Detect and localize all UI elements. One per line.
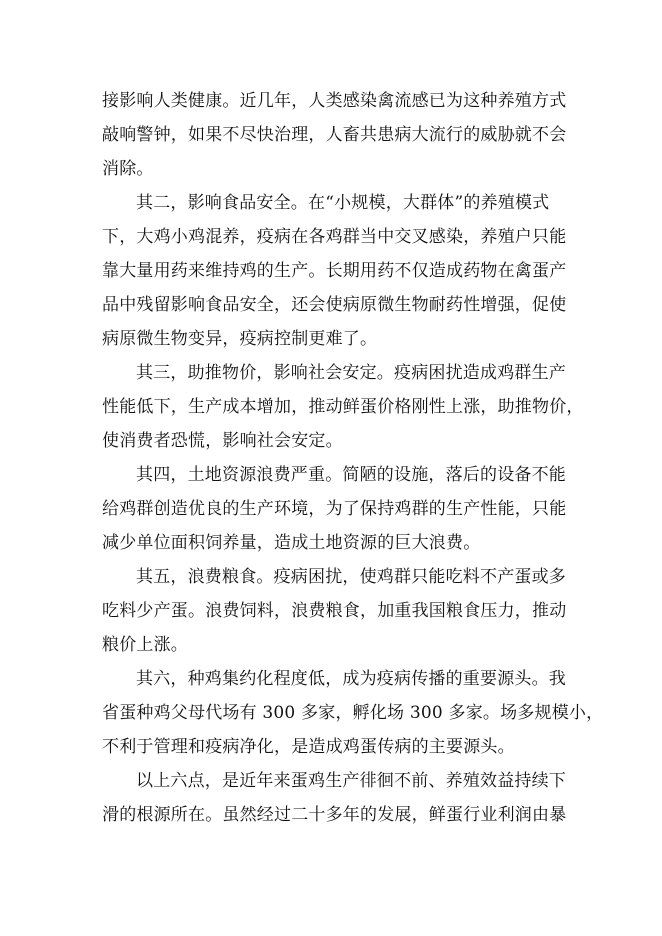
- text-line: 病原微生物变异，疫病控制更难了。: [102, 329, 378, 349]
- text-line: 靠大量用药来维持鸡的生产。长期用药不仅造成药物在禽蛋产: [102, 261, 567, 281]
- text-line: 接影响人类健康。近几年，人类感染禽流感已为这种养殖方式: [102, 91, 567, 111]
- text-line: 下，大鸡小鸡混养，疫病在各鸡群当中交叉感染，养殖户只能: [102, 227, 567, 247]
- text-line: 减少单位面积饲养量，造成土地资源的巨大浪费。: [102, 533, 481, 553]
- paragraph-first-line: 其二，影响食品安全。在“小规模，大群体”的养殖模式: [136, 193, 550, 213]
- text-line: 品中残留影响食品安全，还会使病原微生物耐药性增强，促使: [102, 295, 567, 315]
- paragraph-first-line: 其三，助推物价，影响社会安定。疫病困扰造成鸡群生产: [136, 363, 566, 383]
- text-line: 性能低下，生产成本增加，推动鲜蛋价格刚性上涨，助推物价，: [102, 397, 584, 417]
- text-line: 不利于管理和疫病净化，是造成鸡蛋传病的主要源头。: [102, 737, 515, 757]
- text-line: 粮价上涨。: [102, 635, 188, 655]
- paragraph-first-line: 其六，种鸡集约化程度低，成为疫病传播的重要源头。我: [136, 669, 566, 689]
- paragraph-first-line: 以上六点，是近年来蛋鸡生产徘徊不前、养殖效益持续下: [136, 771, 566, 791]
- text-line: 使消费者恐慌，影响社会安定。: [102, 431, 343, 451]
- text-line: 敲响警钟，如果不尽快治理，人畜共患病大流行的威胁就不会: [102, 125, 567, 145]
- text-line: 给鸡群创造优良的生产环境，为了保持鸡群的生产性能，只能: [102, 499, 567, 519]
- text-line: 消除。: [102, 159, 154, 179]
- text-line: 省蛋种鸡父母代场有 300 多家，孵化场 300 多家。场多规模小，: [102, 703, 604, 723]
- paragraph-first-line: 其四，土地资源浪费严重。简陋的设施，落后的设备不能: [136, 465, 566, 485]
- text-line: 吃料少产蛋。浪费饲料，浪费粮食，加重我国粮食压力，推动: [102, 601, 567, 621]
- paragraph-first-line: 其五，浪费粮食。疫病困扰，使鸡群只能吃料不产蛋或多: [136, 567, 566, 587]
- text-line: 滑的根源所在。虽然经过二十多年的发展，鲜蛋行业利润由暴: [102, 805, 567, 825]
